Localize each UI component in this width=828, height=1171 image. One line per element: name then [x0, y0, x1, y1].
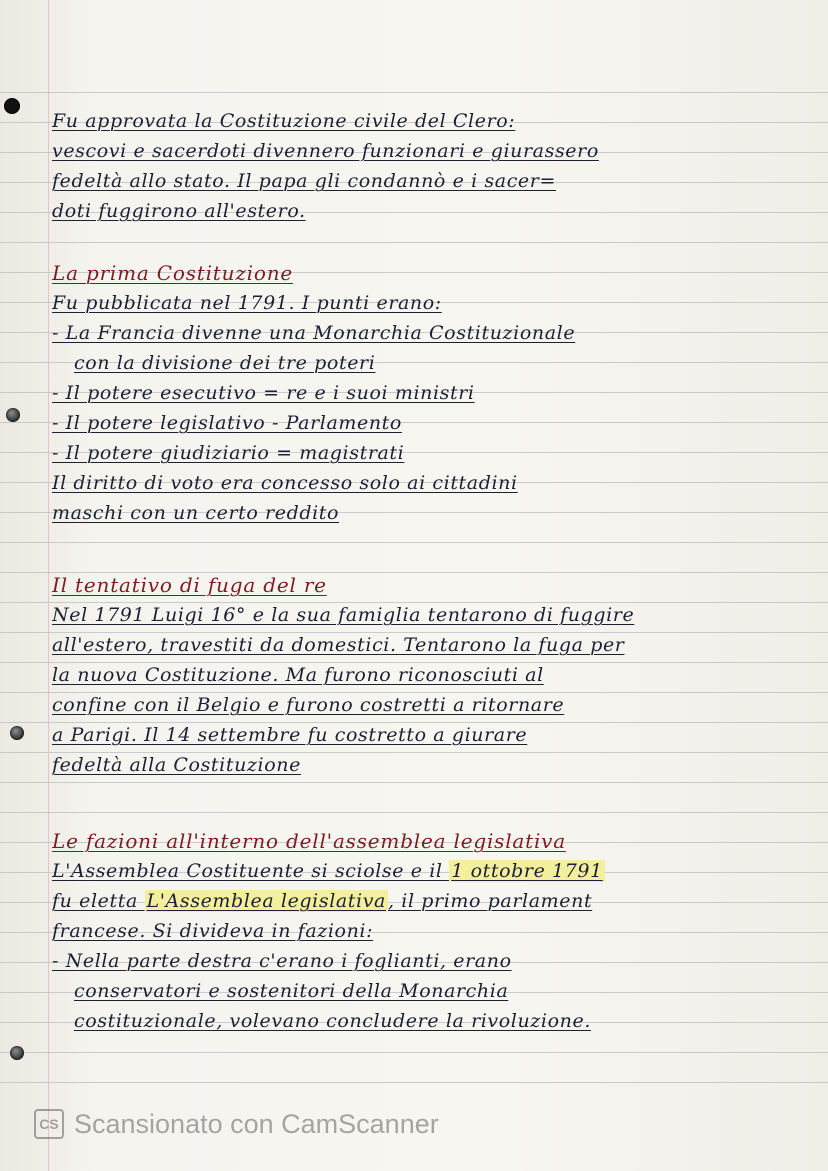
text-line: - Il potere giudiziario = magistrati: [52, 442, 405, 464]
text-fragment: fu eletta: [52, 890, 145, 912]
text-line: - La Francia divenne una Monarchia Costituzionale: [52, 322, 576, 344]
binder-hole: [4, 98, 20, 114]
text-line: conservatori e sostenitori della Monarchia: [74, 980, 509, 1002]
text-line: maschi con un certo reddito: [52, 502, 340, 524]
ruled-line: [0, 812, 828, 813]
text-line: - Il potere esecutivo = re e i suoi ministri: [52, 382, 475, 404]
text-line: Fu approvata la Costituzione civile del Clero:: [52, 110, 516, 132]
text-line: a Parigi. Il 14 settembre fu costretto a giurare: [52, 724, 528, 746]
text-line: la nuova Costituzione. Ma furono riconosciuti al: [52, 664, 544, 686]
text-line: francese. Si divideva in fazioni:: [52, 920, 374, 942]
binder-hole: [10, 726, 24, 740]
text-line: fedeltà alla Costituzione: [52, 754, 301, 776]
text-line: all'estero, travestiti da domestici. Tentarono la fuga per: [52, 634, 625, 656]
text-line: - Nella parte destra c'erano i foglianti, erano: [52, 950, 512, 972]
text-line: Fu pubblicata nel 1791. I punti erano:: [52, 292, 442, 314]
section-heading: Il tentativo di fuga del re: [52, 573, 327, 597]
text-line: - Il potere legislativo - Parlamento: [52, 412, 402, 434]
text-line: costituzionale, volevano concludere la rivoluzione.: [74, 1010, 591, 1032]
text-fragment: , il primo parlament: [387, 890, 593, 912]
text-fragment: L'Assemblea Costituente si sciolse e il: [52, 860, 450, 882]
camscanner-watermark: [34, 1106, 439, 1142]
camscanner-logo-icon: CS: [34, 1109, 64, 1139]
text-line: Il diritto di voto era concesso solo ai cittadini: [52, 472, 518, 494]
text-line: [52, 856, 818, 886]
binder-hole: [10, 1046, 24, 1060]
section-heading: Le fazioni all'interno dell'assemblea legislativa: [52, 829, 566, 853]
ruled-line: [0, 242, 828, 243]
text-line: doti fuggirono all'estero.: [52, 200, 306, 222]
ruled-line: [0, 542, 828, 543]
text-line: fedeltà allo stato. Il papa gli condannò e i sacer=: [52, 170, 556, 192]
binder-hole: [6, 408, 20, 422]
ruled-line: [0, 782, 828, 783]
watermark-text: Scansionato con CamScanner: [74, 1108, 439, 1139]
text-line: vescovi e sacerdoti divennero funzionari e giurassero: [52, 140, 599, 162]
highlighted-term: L'Assemblea legislativa: [146, 890, 386, 912]
text-line: Nel 1791 Luigi 16° e la sua famiglia tentarono di fuggire: [52, 604, 635, 626]
text-line: confine con il Belgio e furono costretti a ritornare: [52, 694, 565, 716]
highlighted-date: 1 ottobre 1791: [451, 860, 603, 882]
section-heading: La prima Costituzione: [52, 261, 294, 285]
margin-line: [48, 0, 49, 1171]
ruled-line: [0, 92, 828, 93]
ruled-line: [0, 1052, 828, 1053]
text-line: [52, 886, 818, 916]
text-line: con la divisione dei tre poteri: [74, 352, 376, 374]
ruled-line: [0, 1082, 828, 1083]
